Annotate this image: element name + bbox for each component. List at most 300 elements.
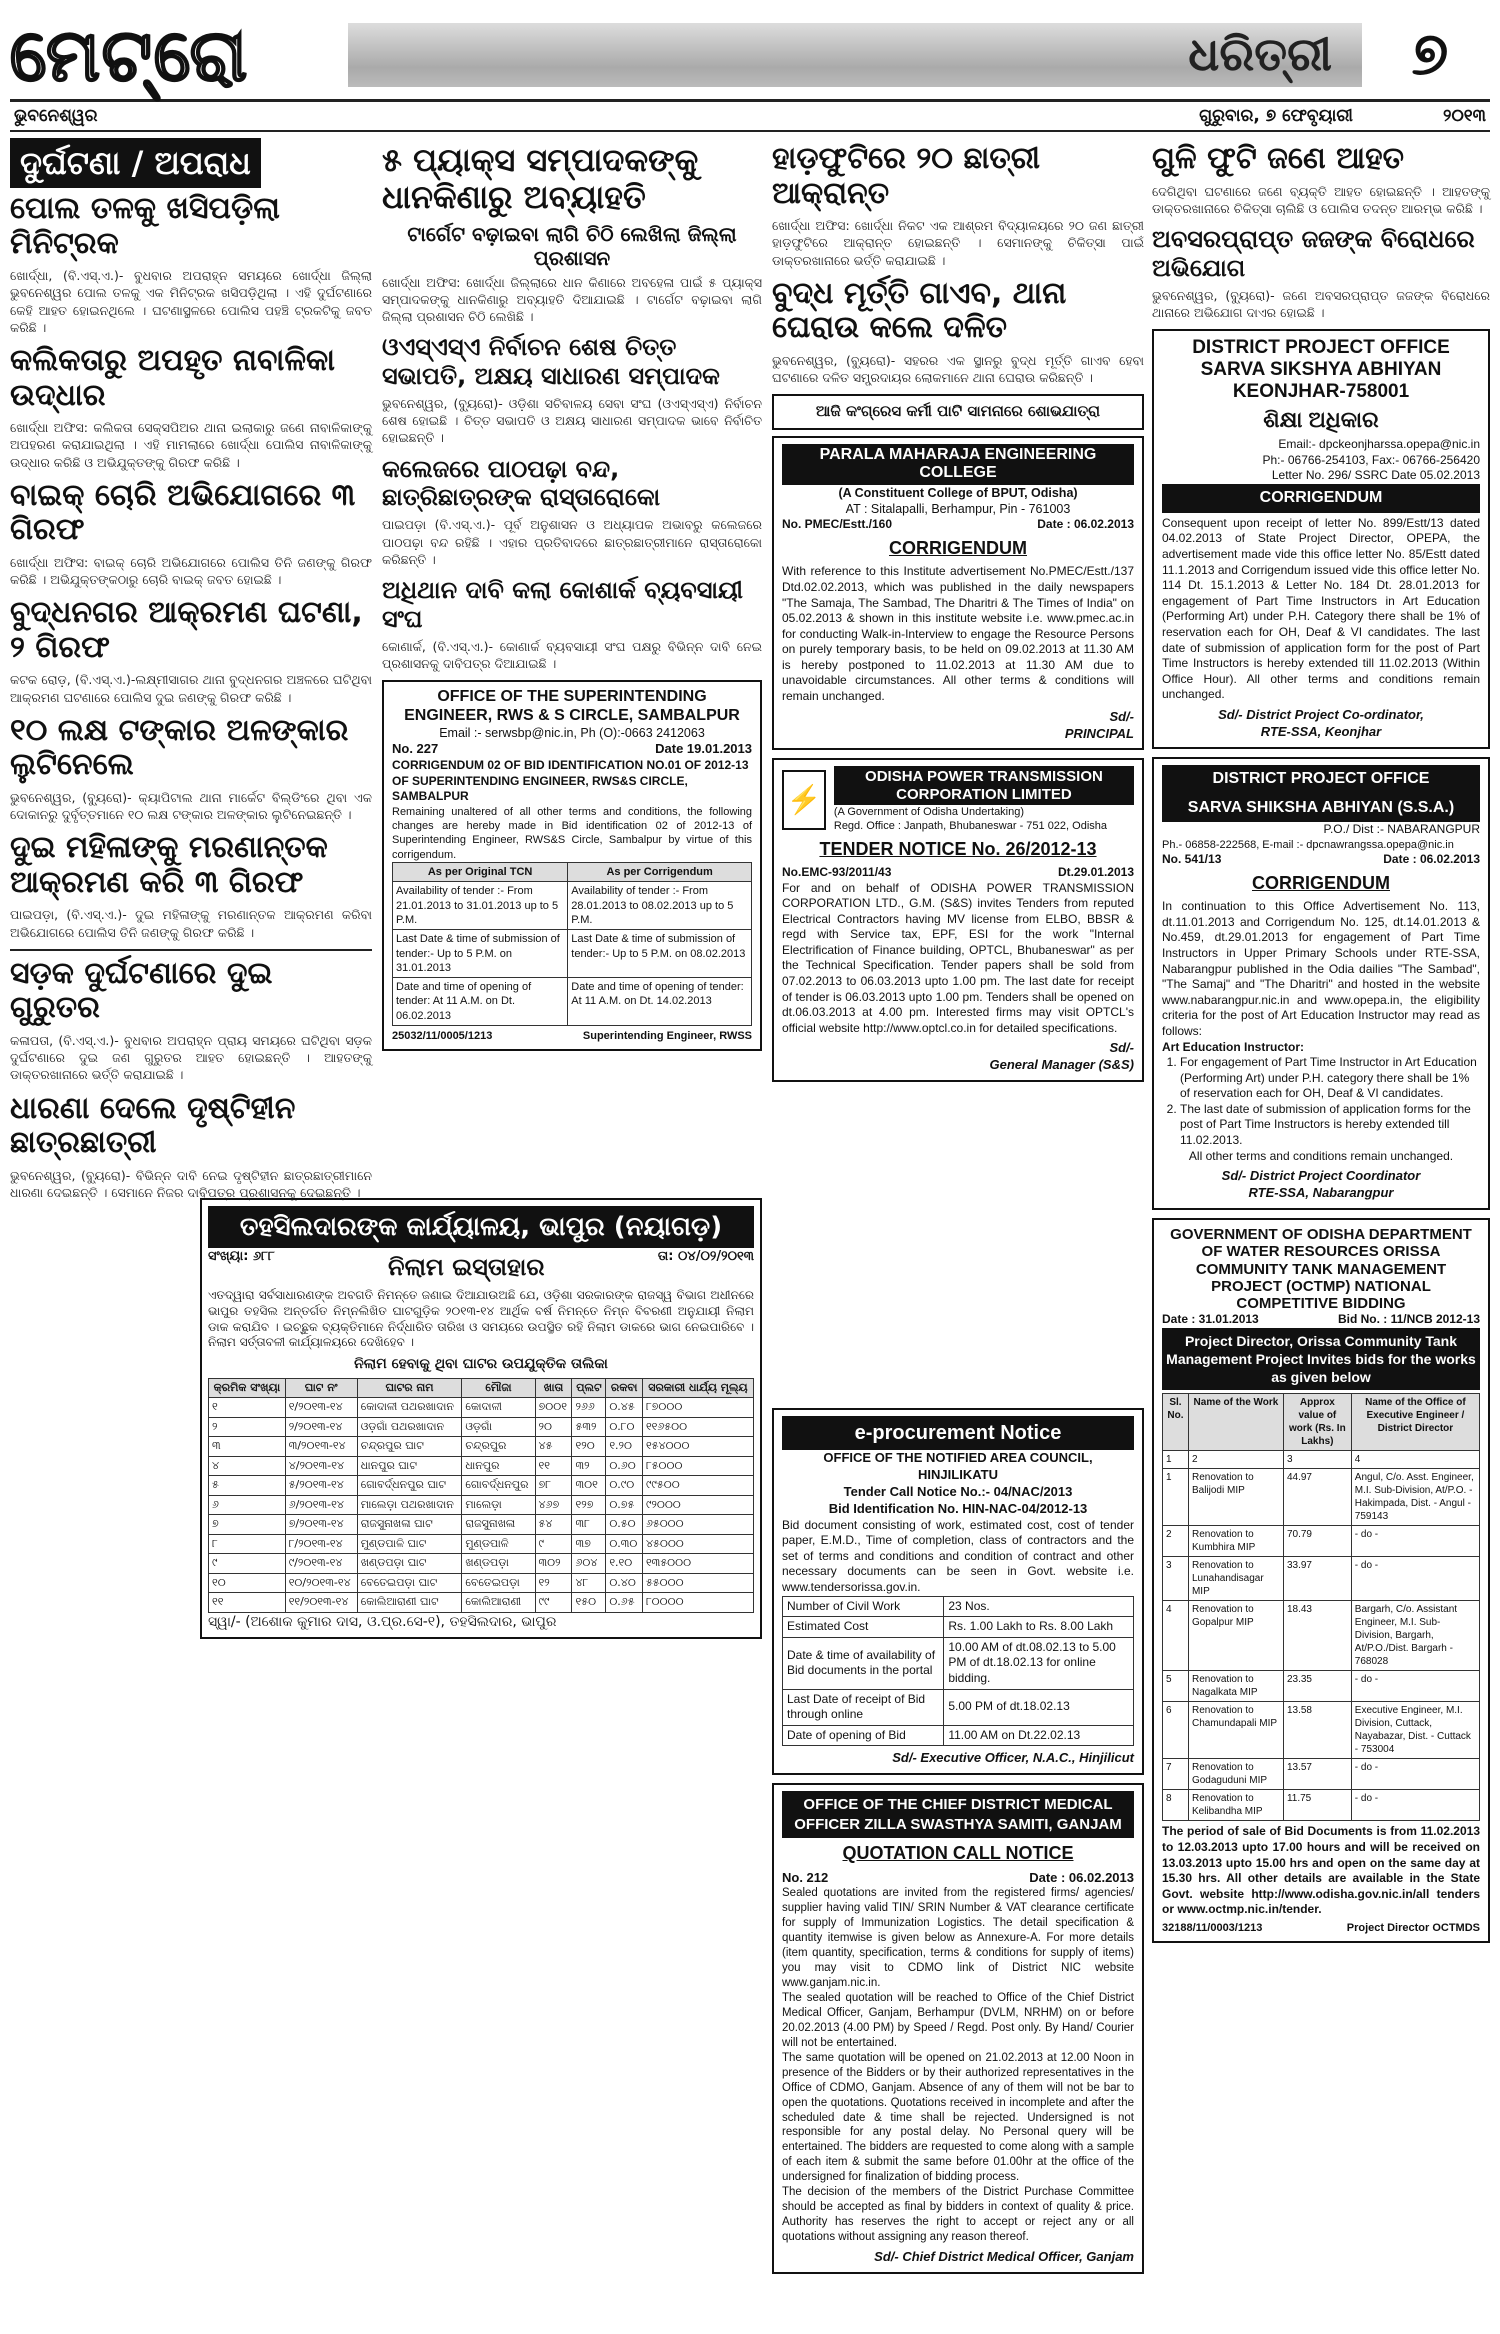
table-cell: ୮୫୦୦୦: [642, 1456, 753, 1476]
table-cell: ୮୭୦୦୦: [642, 1398, 753, 1418]
ad-date: Date : 06.02.2013: [1029, 1869, 1134, 1885]
table-cell: ୭୮: [535, 1476, 572, 1496]
table-cell: କୋଦାଳୀ ପଥରଖାଦାନ: [357, 1398, 462, 1418]
ad-body: Sealed quotations are invited from the registered firms/ agencies/ supplier having valid TIN/ SRIN Number & VAT clearance certificate for supply of Immunization Logistics. The detail specification & quantity itemwise is given below as Annexure-A. For more details (item quantity, specification, terms & conditions for supply of items) you may visit to CDMO link of District NIC website www.ganjam.nic.in.: [782, 1887, 1134, 1990]
story-body: କୋଣାର୍କ, (ବି.ଏସ୍.ଏ.)- କୋଣାର୍କ ବ୍ୟବସାୟୀ ସଂଘ ପକ୍ଷରୁ ବିଭିନ୍ନ ଦାବି ନେଇ ପ୍ରଶାସନକୁ ଦାବିପତ୍ର ଦିଆଯାଇଛି ।: [382, 638, 762, 671]
table-cell: ଧାନପୁର ଘାଟ: [357, 1456, 462, 1476]
table-header: ସରକାରୀ ଧାର୍ଯ୍ୟ ମୂଲ୍ୟ: [642, 1378, 753, 1398]
corrigendum-table: [392, 862, 752, 1026]
nilam-date: ତା: ୦୪/୦୨/୨୦୧୩: [657, 1249, 754, 1265]
table-cell: ଧାନପୁର: [462, 1456, 535, 1476]
table-cell: ୪୮: [572, 1573, 606, 1593]
ad-signature: Sd/- Chief District Medical Officer, Ganjam: [874, 2248, 1134, 2264]
table-cell: Bargarh, C/o. Assistant Engineer, M.I. Sub-Division, Bargarh, At/P.O./Dist. Bargarh - 768028: [1351, 1601, 1479, 1671]
table-cell: - do -: [1351, 1671, 1479, 1702]
table-cell: କୋଦାଳୀ: [462, 1398, 535, 1418]
table-cell: ୩୭: [572, 1534, 606, 1554]
ad-subheading: Art Education Instructor:: [1162, 1039, 1305, 1054]
table-cell: ମାଲେଡ଼ା ପଥରଖାଦାନ: [357, 1495, 462, 1515]
news-story: [772, 277, 1144, 387]
table-cell: Renovation to Godaguduni MIP: [1188, 1759, 1283, 1790]
ad-email: Email:- dpckeonjharssa.opepa@nic.in: [1278, 437, 1480, 452]
table-cell: Renovation to Chamundapali MIP: [1188, 1702, 1283, 1759]
table-cell: Renovation to Gopalpur MIP: [1188, 1601, 1283, 1671]
ad-letter: Letter No. 296/ SSRC Date 05.02.2013: [1271, 468, 1480, 483]
table-row: [1163, 1469, 1480, 1526]
ad-body: The sealed quotation will be reached to Office of the Chief District Medical Officer, Ganjam, Berhampur (DVLM, NRHM) on or before 20.02.2013 (4.00 PM) by Speed / Regd. Post only. By Hand/ Courier will not be entertained.: [782, 1992, 1134, 2049]
table-header: ଘାଟ ନଂ: [285, 1378, 357, 1398]
masthead-brand: ଧରିତ୍ରୀ: [1188, 27, 1332, 82]
tender-table: [782, 1596, 1134, 1747]
nilam-no: ସଂଖ୍ୟା: ୬୮୮: [208, 1249, 275, 1265]
table-cell: Angul, C/o. Asst. Engineer, M.I. Sub-Division, At/P.O. - Hakimpada, Dist. - Angul - 759143: [1351, 1469, 1479, 1526]
story-body: ଖୋର୍ଦ୍ଧା ଅଫିସ: ଖୋର୍ଦ୍ଧା ନିକଟ ଏକ ଆଶ୍ରମ ବିଦ୍ୟାଳୟରେ ୨୦ ଜଣ ଛାତ୍ରୀ ହାଡ଼ଫୁଟିରେ ଆକ୍ରାନ୍ତ ହୋଇଛନ୍ତି । ସେମାନଙ୍କୁ ଚିକିତ୍ସା ପାଇଁ ଡାକ୍ତରଖାନାରେ ଭର୍ତ୍ତି କରାଯାଇଛି ।: [772, 218, 1144, 268]
table-cell: ୦.୬୦: [606, 1456, 643, 1476]
table-cell: ୧୨୭: [572, 1495, 606, 1515]
story-headline: ପୋଲ ତଳକୁ ଖସିପଡ଼ିଲା ମିନିଟ୍ରକ: [10, 191, 280, 261]
story-headline: ଦୁଇ ମହିଳାଙ୍କୁ ମରଣାନ୍ତକ ଆକ୍ରମଣ କରି ୩ ଗିରଫ: [10, 830, 328, 900]
table-cell: ଖଣ୍ଡପଡ଼ା: [462, 1554, 535, 1574]
ad-no: No.EMC-93/2011/43: [782, 864, 892, 879]
ad-no: No. 212: [782, 1869, 829, 1885]
ad-list: [1162, 1055, 1480, 1149]
table-cell: 44.97: [1283, 1469, 1351, 1526]
table-cell: Last Date & time of submission of tender:- Up to 5 P.M. on 08.02.2013: [568, 930, 752, 978]
table-cell: Rs. 1.00 Lakh to Rs. 8.00 Lakh: [944, 1617, 1134, 1638]
table-cell: ୩୮: [572, 1515, 606, 1535]
nilam-signature: ସ୍ୱା/- (ଅଶୋକ କୁମାର ଦାସ, ଓ.ପ୍ର.ସେ-୧), ତହସିଲଦାର, ଭାପୁର: [208, 1613, 557, 1630]
story-headline: ବୁଦ୍ଧ ମୂର୍ତ୍ତି ଗାଏବ, ଥାନା ଘେରାଉ କଲେ ଦଳିତ: [772, 275, 1067, 346]
table-cell: ୧୨୦: [572, 1437, 606, 1457]
nilam-office: ତହସିଲଦାରଙ୍କ କାର୍ଯ୍ୟାଳୟ, ଭାପୁର (ନୟାଗଡ଼): [208, 1206, 754, 1248]
table-cell: ୯୯୫୦୦: [642, 1476, 753, 1496]
ad-title: DISTRICT PROJECT OFFICE: [1162, 765, 1480, 794]
table-cell: ରାଜସୁନାଖଳା ଘାଟ: [357, 1515, 462, 1535]
list-item: 1. For engagement of Part Time Instructor in Art Education (Performing Art) under P.H. category there shall be 1% of reservation each for OH, Deaf & VI candidates.: [1180, 1055, 1480, 1102]
table-cell: 11.75: [1283, 1790, 1351, 1821]
ad-body: In continuation to this Office Advertisement No. 113, dt.11.01.2013 and Corrigendum No. 125, dt.14.01.2013 & No.459, dt.29.01.2013 for engagement of Part Time Instructors in Upper Primary Schools under RTE-SSA, Nabarangpur published in the Odia dailies "The Sambad", "The Samaj" and "The Dharitri" and hosted in the website www.nabarangpur.nic.in and www.opepa.in, the eligibility criteria for the post of Art Education Instructor may read as follows:: [1162, 899, 1480, 1038]
table-cell: ୩୦୨: [535, 1554, 572, 1574]
table-cell: 5: [1163, 1671, 1189, 1702]
table-cell: ବେତେଇପଡ଼ା: [462, 1573, 535, 1593]
news-story: [382, 333, 762, 446]
story-body: ଖୋର୍ଦ୍ଧା ଅଫିସ: ଖୋର୍ଦ୍ଧା ଜିଲ୍ଲାରେ ଧାନ କିଣାରେ ଅବହେଳା ପାଇଁ ୫ ପ୍ୟାକ୍ସ ସମ୍ପାଦକଙ୍କୁ ଧାନକିଣାରୁ ଅବ୍ୟାହତି ଦିଆଯାଇଛି । ଟାର୍ଗେଟ ବଢ଼ାଇବା ଲାଗି ଜିଲ୍ଲା ପ୍ରଶାସନ ଚିଠି ଲେଖିଛି ।: [382, 274, 762, 325]
table-header: କ୍ରମିକ ସଂଖ୍ୟା: [209, 1378, 286, 1398]
table-cell: ୦.୭୫: [606, 1495, 643, 1515]
story-headline: ହାଡ଼ଫୁଟିରେ ୨୦ ଛାତ୍ରୀ ଆକ୍ରାନ୍ତ: [772, 141, 1040, 211]
news-story: [10, 344, 372, 471]
table-cell: କୋଲିଆରାଣୀ: [462, 1593, 535, 1613]
sig-line: RTE-SSA, Nabarangpur: [1248, 1185, 1394, 1201]
table-cell: Last Date & time of submission of tender:- Up to 5 P.M. on 31.01.2013: [393, 930, 568, 978]
ad-ref: 25032/11/0005/1213: [392, 1029, 493, 1042]
masthead: [10, 10, 1490, 102]
table-cell: ୯: [535, 1534, 572, 1554]
table-cell: ୧୫୦: [572, 1593, 606, 1613]
story-headline: ଅବସରପ୍ରାପ୍ତ ଜଜଙ୍କ ବିରୋଧରେ ଅଭିଯୋଗ: [1152, 225, 1475, 282]
story-body: ପାଇପଡ଼ା, (ବି.ଏସ୍.ଏ.)- ଦୁଇ ମହିଳାଙ୍କୁ ମରଣାନ୍ତକ ଆକ୍ରମଣ କରିବା ଅଭିଯୋଗରେ ପୋଲିସ ତିନି ଜଣଙ୍କୁ ଗିରଫ କରିଛି ।: [10, 907, 372, 940]
ad-title: SARVA SHIKSHA ABHIYAN (S.S.A.): [1162, 794, 1480, 823]
table-cell: ୪/୨୦୧୩-୧୪: [285, 1456, 357, 1476]
table-cell: 3: [1163, 1557, 1189, 1601]
table-cell: 2: [1163, 1526, 1189, 1557]
table-cell: ୧.୨୦: [606, 1437, 643, 1457]
ad-title: KEONJHAR-758001: [1232, 380, 1410, 402]
table-row: [209, 1534, 754, 1554]
ad-ref: 32188/11/0003/1213: [1162, 1922, 1263, 1935]
ad-caption: CORRIGENDUM: [889, 537, 1027, 558]
lead-story: [382, 142, 762, 325]
nilam-body: ଏତଦ୍ୱାରା ସର୍ବସାଧାରଣଙ୍କ ଅବଗତି ନିମନ୍ତେ ଜଣାଇ ଦିଆଯାଉଅଛି ଯେ, ଓଡ଼ିଶା ସରକାରଙ୍କ ରାଜସ୍ୱ ବିଭାଗ ଅଧୀନରେ ଭାପୁର ତହସିଲ ଅନ୍ତର୍ଗତ ନିମ୍ନଲିଖିତ ଘାଟଗୁଡ଼ିକ ୨୦୧୩-୧୪ ଆର୍ଥିକ ବର୍ଷ ନିମନ୍ତେ ନିମ୍ନ ବିବରଣୀ ଅନୁଯାୟୀ ନିଲାମ ଡାକ କରାଯିବ । ଇଚ୍ଛୁକ ବ୍ୟକ୍ତିମାନେ ନିର୍ଦ୍ଧାରିତ ତାରିଖ ଓ ସମୟରେ ଉପସ୍ଥିତ ରହି ନିଲାମ ଡାକରେ ଭାଗ ନେଇପାରିବେ । ନିଲାମ ସର୍ତ୍ତାବଳୀ କାର୍ଯ୍ୟାଳୟରେ ଦେଖିହେବ ।: [208, 1287, 754, 1350]
ad-call-no: Tender Call Notice No.:- 04/NAC/2013: [843, 1483, 1073, 1499]
ad-body: The decision of the members of the District Purchase Committee should be accepted as final by bidders in context of quality & price. Authority has reserves the right to accept or reject any or all quotations without assigning any reason thereof.: [782, 2186, 1134, 2244]
table-cell: ୦.୩୦: [606, 1534, 643, 1554]
dateline-city: ଭୁବନେଶ୍ୱର: [14, 106, 98, 126]
column-3: [772, 138, 1144, 1090]
table-cell: Executive Engineer, M.I. Division, Cuttack, Nayabazar, Dist. - Cuttack - 753004: [1351, 1702, 1479, 1759]
table-header: Sl. No.: [1163, 1394, 1189, 1451]
news-story: [382, 576, 762, 672]
story-headline: କଲେଜରେ ପାଠପଢ଼ା ବନ୍ଦ, ଛାତ୍ରିଛାତ୍ରଙ୍କ ରାସ୍ତାରୋକୋ: [382, 454, 661, 512]
table-cell: Date and time of opening of tender: At 11 A.M. on Dt. 14.02.2013: [568, 978, 752, 1026]
news-story: [382, 455, 762, 568]
table-cell: - do -: [1351, 1557, 1479, 1601]
table-cell: ଚନ୍ଦ୍ରପୁର: [462, 1437, 535, 1457]
ad-nabarangpur-corrigendum: [1152, 757, 1490, 1210]
table-cell: Renovation to Lunahandisagar MIP: [1188, 1557, 1283, 1601]
table-row: [209, 1593, 754, 1613]
story-headline: ଗୁଳି ଫୁଟି ଜଣେ ଆହତ: [1152, 141, 1404, 176]
ad-date: Date : 06.02.2013: [1037, 517, 1134, 532]
ad-date: Date 19.01.2013: [655, 741, 752, 757]
column-3-lower: [772, 1408, 1144, 2282]
ad-subtitle: (A Constituent College of BPUT, Odisha): [838, 485, 1078, 500]
table-cell: ଗୋବର୍ଦ୍ଧନପୁର: [462, 1476, 535, 1496]
table-cell: 5.00 PM of dt.18.02.13: [944, 1689, 1134, 1725]
ad-body: Remaining unaltered of all other terms and conditions, the following changes are hereby made in Bid identification 02 of 2012-13 of Superintending Engineer, RWS&S Circle, Sambalpur by virtue of this corrigendum.: [392, 805, 752, 861]
masthead-title: ମେଟ୍ରୋ: [10, 11, 250, 97]
news-story: [10, 714, 372, 824]
news-story: [10, 831, 372, 941]
table-cell: ୧୨: [535, 1573, 572, 1593]
table-cell: Date & time of availability of Bid documents in the portal: [783, 1637, 944, 1689]
table-row: [1163, 1759, 1480, 1790]
dateline-date: ଗୁରୁବାର, ୭ ଫେବୃୟାରୀ: [1199, 106, 1353, 126]
table-cell: ମାଲେଡ଼ା: [462, 1495, 535, 1515]
ad-title: ODISHA POWER TRANSMISSION CORPORATION LIMITED: [834, 766, 1134, 805]
table-cell: ୩: [209, 1437, 286, 1457]
ad-body: The period of sale of Bid Documents is from 11.02.2013 to 12.03.2013 upto 17.00 hours and will be received on 13.03.2013 upto 15.00 hrs and open on the same day at 15.30 hrs. All other details are available in the State Govt. website http://www.odisha.gov.nic.in/all tenders or www.octmp.nic.in/tender.: [1162, 1824, 1480, 1917]
ad-nilam: [200, 1198, 762, 1639]
sig-line: Sd/- District Project Coordinator: [1221, 1168, 1421, 1184]
table-cell: ୮: [209, 1534, 286, 1554]
list-item: 2. The last date of submission of application forms for the post of Part Time Instructors is hereby extended till 11.02.2013.: [1180, 1102, 1480, 1149]
ad-band: e-procurement Notice: [782, 1416, 1134, 1450]
table-cell: ୬୫୦୦୦: [642, 1515, 753, 1535]
table-cell: ୦.୫୦: [606, 1515, 643, 1535]
table-cell: ୨/୨୦୧୩-୧୪: [285, 1417, 357, 1437]
sig-line: PRINCIPAL: [1064, 725, 1134, 741]
story-body: ଭୁବନେଶ୍ୱର, (ବ୍ୟୁରୋ)- କ୍ୟାପିଟାଲ ଥାନା ମାର୍କେଟ ବିଲ୍ଡିଂରେ ଥିବା ଏକ ଦୋକାନରୁ ଦୁର୍ବୃତ୍ତମାନେ ୧୦ ଲକ୍ଷ ଟଙ୍କାର ଅଳଙ୍କାର ଲୁଟିନେଇଛନ୍ତି ।: [10, 789, 372, 823]
dateline: [10, 102, 1490, 132]
story-headline: କଲିକତାରୁ ଅପହୃତ ନାବାଳିକା ଉଦ୍ଧାର: [10, 343, 335, 413]
table-row: [209, 1437, 754, 1457]
table-cell: ୦.୯୦: [606, 1476, 643, 1496]
table-cell: ୬/୨୦୧୩-୧୪: [285, 1495, 357, 1515]
table-cell: ୫୫୦୦୦: [642, 1573, 753, 1593]
table-cell: Last Date of receipt of Bid through online: [783, 1689, 944, 1725]
ad-address: AT : Sitalapalli, Berhampur, Pin - 761003: [845, 502, 1071, 517]
ad-signature: [1162, 707, 1480, 741]
story-body: ଖୋର୍ଦ୍ଧା ଅଫିସ: ବାଇକ୍ ଚୋରି ଅଭିଯୋଗରେ ପୋଲିସ ତିନି ଜଣଙ୍କୁ ଗିରଫ କରିଛି । ଅଭିଯୁକ୍ତଙ୍କଠାରୁ ଚୋରି ବାଇକ୍ ଜବତ ହୋଇଛି ।: [10, 554, 372, 588]
table-header: As per Corrigendum: [568, 863, 752, 882]
table-cell: 23.35: [1283, 1671, 1351, 1702]
ad-signature: [782, 1040, 1134, 1074]
ad-caption: CORRIGENDUM: [1252, 872, 1390, 893]
ad-title: GOVERNMENT OF ODISHA DEPARTMENT OF WATER RESOURCES ORISSA COMMUNITY TANK MANAGEMENT PROJECT (OCTMP) NATIONAL COMPETITIVE BIDDING: [1170, 1226, 1472, 1313]
table-row: [1163, 1526, 1480, 1557]
ad-signature: [782, 709, 1134, 743]
table-header: Name of the Office of Executive Engineer / District Director: [1351, 1394, 1479, 1451]
table-cell: ୩/୨୦୧୩-୧୪: [285, 1437, 357, 1457]
table-cell: ୫/୨୦୧୩-୧୪: [285, 1476, 357, 1496]
table-cell: ୯: [209, 1554, 286, 1574]
table-cell: ୫: [209, 1476, 286, 1496]
ad-octmp-ncb: [1152, 1218, 1490, 1943]
table-cell: Date and time of opening of tender: At 11 A.M. on Dt. 06.02.2013: [393, 978, 568, 1026]
story-body: ଭୁବନେଶ୍ୱର, (ବ୍ୟୁରୋ)- ସହରର ଏକ ସ୍ଥାନରୁ ବୁଦ୍ଧ ମୂର୍ତ୍ତି ଗାଏବ ହେବା ଘଟଣାରେ ଦଳିତ ସମ୍ପ୍ରଦାୟର ଲୋକମାନେ ଥାନା ଘେରାଉ କରିଛନ୍ତି ।: [772, 352, 1144, 385]
ad-date: Date : 31.01.2013: [1162, 1312, 1259, 1327]
table-header: ଖାତା: [535, 1378, 572, 1398]
table-cell: ୦.୪୦: [606, 1573, 643, 1593]
table-cell: ୨: [209, 1417, 286, 1437]
table-header: ରକବା: [606, 1378, 643, 1398]
table-cell: 1: [1163, 1469, 1189, 1526]
sig-line: Sd/-: [1109, 708, 1134, 724]
ad-title: OFFICE OF THE SUPERINTENDING ENGINEER, RWS & S CIRCLE, SAMBALPUR: [404, 688, 740, 724]
works-table: [1162, 1393, 1480, 1821]
ad-title: OFFICE OF THE NOTIFIED AREA COUNCIL, HINJILIKATU: [823, 1450, 1093, 1482]
ad-title: OFFICE OF THE CHIEF DISTRICT MEDICAL OFFICER ZILLA SWASTHYA SAMITI, GANJAM: [782, 1791, 1134, 1838]
table-cell: Number of Civil Work: [783, 1596, 944, 1617]
table-cell: Availability of tender :- From 28.01.2013 to 08.02.2013 up to 5 P.M.: [568, 882, 752, 930]
table-cell: 3: [1283, 1451, 1351, 1469]
story-headline: ଧାରଣା ଦେଲେ ଦୃଷ୍ଟିହୀନ ଛାତ୍ରଛାତ୍ରୀ: [10, 1090, 296, 1161]
ad-no: No. 227: [392, 741, 439, 757]
story-headline: ସଡ଼କ ଦୁର୍ଘଟଣାରେ ଦୁଇ ଗୁରୁତର: [10, 955, 273, 1026]
table-cell: Renovation to Kumbhira MIP: [1188, 1526, 1283, 1557]
table-cell: 23 Nos.: [944, 1596, 1134, 1617]
ad-date: Date : 06.02.2013: [1383, 852, 1480, 867]
news-story: [10, 596, 372, 706]
table-cell: Estimated Cost: [783, 1617, 944, 1638]
table-cell: ରାଜସୁନାଖଳା: [462, 1515, 535, 1535]
table-row: [1163, 1671, 1480, 1702]
ad-caption: QUOTATION CALL NOTICE: [842, 1843, 1074, 1864]
optcl-logo-icon: ⚡: [782, 770, 826, 830]
table-row: [783, 1637, 1134, 1689]
table-cell: ୭/୨୦୧୩-୧୪: [285, 1515, 357, 1535]
table-header: As per Original TCN: [393, 863, 568, 882]
table-cell: ୦.୮୦: [606, 1417, 643, 1437]
table-cell: - do -: [1351, 1759, 1479, 1790]
table-cell: 13.57: [1283, 1759, 1351, 1790]
story-headline: ବାଇକ୍ ଚୋରି ଅଭିଯୋଗରେ ୩ ଗିରଫ: [10, 477, 356, 548]
table-row: [209, 1495, 754, 1515]
table-cell: ୦.୬୫: [606, 1593, 643, 1613]
story-body: ଖୋର୍ଦ୍ଧା ଅଫିସ: କଲିକତା ସେକ୍ସପିଅର ଥାନା ଇଲାକାରୁ ଜଣେ ନାବାଳିକାଙ୍କୁ ଅପହରଣ କରାଯାଇଥିଲା । ଏହି ମାମଲାରେ ଖୋର୍ଦ୍ଧା ପୋଲିସ ନାବାଳିକାଙ୍କୁ ଉଦ୍ଧାର କରିଛି ଓ ଅଭିଯୁକ୍ତଙ୍କୁ ଗିରଫ କରିଛି ।: [10, 420, 372, 470]
table-cell: ୫୩୨: [572, 1417, 606, 1437]
table-cell: 70.79: [1283, 1526, 1351, 1557]
table-cell: ୭: [209, 1515, 286, 1535]
table-cell: ୪୫୦୦୦: [642, 1534, 753, 1554]
column-4: [1152, 138, 1490, 1951]
ssa-logo-text: ଶିକ୍ଷା ଅଧିକାର: [1263, 406, 1379, 432]
nilam-table-caption: ନିଲାମ ହେବାକୁ ଥିବା ଘାଟର ଉପଯୁକ୍ତିକ ତାଲିକା: [354, 1356, 608, 1373]
table-cell: 11.00 AM on Dt.22.02.13: [944, 1725, 1134, 1746]
story-headline: ବୁଦ୍ଧନଗର ଆକ୍ରମଣ ଘଟଣା, ୨ ଗିରଫ: [10, 595, 363, 665]
sig-line: OCTMDS: [1432, 1922, 1480, 1935]
table-cell: 7: [1163, 1759, 1189, 1790]
table-cell: ୪୬୭: [535, 1495, 572, 1515]
ad-rws-corrigendum: [382, 680, 762, 1051]
table-cell: ୧୧/୨୦୧୩-୧୪: [285, 1593, 357, 1613]
table-cell: ୯୯: [535, 1593, 572, 1613]
table-cell: 2: [1188, 1451, 1283, 1469]
table-cell: 33.97: [1283, 1557, 1351, 1601]
story-body: କଳାପତା, (ବି.ଏସ୍.ଏ.)- ବୁଧବାର ଅପରାହ୍ନ ପ୍ରାୟ ସମୟରେ ଘଟିଥିବା ସଡ଼କ ଦୁର୍ଘଟଣାରେ ଦୁଇ ଜଣ ଗୁରୁତର ଆହତ ହୋଇଛନ୍ତି । ଆହତଙ୍କୁ ଡାକ୍ତରଖାନାରେ ଭର୍ତ୍ତି କରାଯାଇଛି ।: [10, 1032, 372, 1083]
table-cell: ୧୧: [209, 1593, 286, 1613]
table-cell: 13.58: [1283, 1702, 1351, 1759]
ad-caption: TENDER NOTICE No. 26/2012-13: [819, 838, 1097, 859]
table-cell: 4: [1351, 1451, 1479, 1469]
story-body: ପାଇପଡ଼ା (ବି.ଏସ୍.ଏ.)- ପୂର୍ବ ଅନୁଶାସନ ଓ ଅଧ୍ୟାପକ ଅଭାବରୁ କଲେଜରେ ପାଠପଢ଼ା ବନ୍ଦ ରହିଛି । ଏହାର ପ୍ରତିବାଦରେ ଛାତ୍ରଛାତ୍ରୀମାନେ ରାସ୍ତାରୋକୋ କରିଛନ୍ତି ।: [382, 517, 762, 567]
page-number: ୭: [1411, 18, 1449, 89]
table-cell: ୪: [209, 1456, 286, 1476]
table-cell: ୫୪: [535, 1515, 572, 1535]
table-cell: ୯୨୦୦୦: [642, 1495, 753, 1515]
ad-bid-no: Bid No. : 11/NCB 2012-13: [1337, 1312, 1480, 1327]
table-cell: ୭୦୦୧: [535, 1398, 572, 1418]
ad-tail: All other terms and conditions remain unchanged.: [1188, 1148, 1454, 1163]
ad-address: Regd. Office : Janpath, Bhubaneswar - 751 022, Odisha: [833, 820, 1108, 833]
story-headline: ଅଧିଥାନ ଦାବି କଲା କୋଶାର୍କ ବ୍ୟବସାୟୀ ସଂଘ: [382, 576, 743, 633]
ad-pmec-corrigendum: [772, 436, 1144, 750]
table-cell: 4: [1163, 1601, 1189, 1671]
table-cell: କୋଲିଆରାଣୀ ଘାଟ: [357, 1593, 462, 1613]
table-row: [1163, 1702, 1480, 1759]
story-body: ଭୁବନେଶ୍ୱର, (ବ୍ୟୁରୋ)- ଓଡ଼ିଶା ସଚିବାଳୟ ସେବା ସଂଘ (ଓଏସ୍‌ଏସ୍‌ଏ) ନିର୍ବାଚନ ଶେଷ ହୋଇଛି । ଚିତ୍ତ ସଭାପତି ଓ ଅକ୍ଷୟ ସାଧାରଣ ସମ୍ପାଦକ ଭାବେ ନିର୍ବାଚିତ ହୋଇଛନ୍ତି ।: [382, 395, 762, 446]
ad-body: Bid document consisting of work, estimated cost, cost of tender paper, E.M.D., Time of completion, class of contractors and the set of terms and conditions and condition of contract and other necessary documents can be seen in Govt. website i.e. www.tendersorissa.gov.in.: [782, 1517, 1134, 1594]
story-body: କଟକ ରୋଡ଼, (ବି.ଏସ୍.ଏ.)-ଲକ୍ଷ୍ମୀସାଗର ଥାନା ବୁଦ୍ଧନଗର ଅଞ୍ଚଳରେ ଘଟିଥିବା ଆକ୍ରମଣ ଘଟଣାରେ ପୋଲିସ ଦୁଇ ଜଣଙ୍କୁ ଗିରଫ କରିଛି ।: [10, 672, 372, 705]
table-row: [209, 1417, 754, 1437]
table-cell: Renovation to Kelibandha MIP: [1188, 1790, 1283, 1821]
table-cell: ୧: [209, 1398, 286, 1418]
table-row: [209, 1573, 754, 1593]
sig-line: Sd/- District Project Co-ordinator,: [1218, 706, 1424, 722]
ad-band: CORRIGENDUM: [1162, 484, 1480, 513]
table-header: ଘାଟର ନାମ: [357, 1378, 462, 1398]
table-cell: ୨୦: [535, 1417, 572, 1437]
table-row: [209, 1515, 754, 1535]
ad-phone: Ph.- 06858-222568, E-mail :- dpcnawrangssa.opepa@nic.in: [1162, 838, 1454, 851]
table-cell: ୮/୨୦୧୩-୧୪: [285, 1534, 357, 1554]
table-cell: ୩୨: [572, 1456, 606, 1476]
ad-title: DISTRICT PROJECT OFFICE: [1192, 337, 1450, 359]
section-banner: ଦୁର୍ଘଟଣା / ଅପରାଧ: [10, 138, 261, 188]
news-story: [1152, 142, 1490, 217]
ad-no: No. 541/13: [1162, 852, 1222, 867]
news-story: [10, 1092, 372, 1202]
ad-optcl-tender: [772, 758, 1144, 1082]
ad-body: With reference to this Institute advertisement No.PMEC/Estt./137 Dtd.02.02.2013, which was published in the daily newspapers "The Samaja, The Sambad, The Dharitri & The Times of India" on 05.02.2013 & shown in this institute website i.e. www.pmec.ac.in for conducting Walk-in-Interview to engage the Resource Persons on purely temporary basis, to be held on 09.02.2013 at 11.30 AM is hereby postponed to 11.02.2013 at 11.30 AM due to unavoidable circumstances. All other terms & conditions will remain unchanged.: [782, 564, 1134, 704]
lead-headline: ୫ ପ୍ୟାକ୍ସ ସମ୍ପାଦକଙ୍କୁ ଧାନକିଣାରୁ ଅବ୍ୟାହତି: [382, 141, 699, 216]
dateline-year: ୨୦୧୩: [1443, 106, 1486, 126]
table-cell: ୧.୧୦: [606, 1554, 643, 1574]
story-headline: ୧୦ ଲକ୍ଷ ଟଙ୍କାର ଅଳଙ୍କାର ଲୁଟିନେଲେ: [10, 712, 349, 783]
ad-caption: CORRIGENDUM 02 OF BID IDENTIFICATION NO.01 OF 2012-13 OF SUPERINTENDING ENGINEER, RWS&S CIRCLE, SAMBALPUR: [392, 758, 749, 804]
table-row: [1163, 1557, 1480, 1601]
ad-body: For and on behalf of ODISHA POWER TRANSMISSION CORPORATION LTD., G.M. (S&S) invites Tenders from reputed Electrical Contractors having MV license from ELBO, BBSR & regd with Service tax, EPF, ESI for the work "Internal Electrification of Finance building, OPTCL, Bhubaneswar" as per the Technical Specification. Tender papers shall be sold from 07.02.2013 to 06.03.2013 upto 1.00 pm. The last date for receipt of tender is 06.03.2013 upto 1.00 pm. Tenders shall be opened on dt.06.03.2013 at 4.00 pm. Interested firms may visit OPTCL's official website http://www.optcl.co.in for detailed specifications.: [782, 880, 1134, 1035]
ad-phone: Ph:- 06766-254103, Fax:- 06766-256420: [1262, 452, 1480, 467]
table-cell: 18.43: [1283, 1601, 1351, 1671]
table-row: [783, 1689, 1134, 1725]
table-cell: 8: [1163, 1790, 1189, 1821]
table-cell: - do -: [1351, 1790, 1479, 1821]
table-cell: 6: [1163, 1702, 1189, 1759]
ad-keonjhar-corrigendum: [1152, 329, 1490, 749]
news-story: [10, 957, 372, 1084]
story-body: ଦେଗିଥିବା ଘଟଣାରେ ଜଣେ ବ୍ୟକ୍ତି ଆହତ ହୋଇଛନ୍ତି । ଆହତଙ୍କୁ ଡାକ୍ତରଖାନାରେ ଚିକିତ୍ସା ଚାଲିଛି ଓ ପୋଲିସ ତଦନ୍ତ ଆରମ୍ଭ କରିଛି ।: [1152, 183, 1490, 216]
table-cell: ୧୦/୨୦୧୩-୧୪: [285, 1573, 357, 1593]
table-header: Approx value of work (Rs. In Lakhs): [1283, 1394, 1351, 1451]
table-cell: ମୁଣ୍ଡପାଳି ଘାଟ: [357, 1534, 462, 1554]
news-story: [1152, 225, 1490, 321]
table-header: ମୌଜା: [462, 1378, 535, 1398]
table-cell: ୯/୨୦୧୩-୧୪: [285, 1554, 357, 1574]
table-header: ପ୍ଲଟ: [572, 1378, 606, 1398]
lead-subheadline: ଟାର୍ଗେଟ ବଢ଼ାଇବା ଲାଗି ଚିଠି ଲେଖିଲା ଜିଲ୍ଲା ପ୍ରଶାସନ: [407, 221, 737, 270]
ad-subtitle: (A Government of Odisha Undertaking): [833, 805, 1025, 818]
table-cell: 10.00 AM of dt.08.02.13 to 5.00 PM of dt.18.02.13 for online bidding.: [944, 1637, 1134, 1689]
table-cell: ୧୩୫୦୦୦: [642, 1554, 753, 1574]
table-row: [783, 1617, 1134, 1638]
ad-title: SARVA SIKSHYA ABHIYAN: [1200, 358, 1442, 380]
notice-line: ଆଜି କଂଗ୍ରେସ କର୍ମୀ ପାଟି ସାମନାରେ ଶୋଭଯାତ୍ରା: [772, 394, 1144, 430]
table-cell: - do -: [1351, 1526, 1479, 1557]
table-row: [1163, 1790, 1480, 1821]
table-cell: ଖଣ୍ଡପଡ଼ା ଘାଟ: [357, 1554, 462, 1574]
table-row: [1163, 1601, 1480, 1671]
ad-cdmo-quotation: [772, 1783, 1144, 2274]
table-cell: ୬: [209, 1495, 286, 1515]
table-cell: ୧୧୬୫୦୦: [642, 1417, 753, 1437]
table-cell: ଓଡ଼ଗାଁ: [462, 1417, 535, 1437]
ad-bid-no: Bid Identification No. HIN-NAC-04/2012-13: [828, 1500, 1088, 1516]
story-body: ଭୁବନେଶ୍ୱର, (ବ୍ୟୁରୋ)- ଜଣେ ଅବସରପ୍ରାପ୍ତ ଜଜଙ୍କ ବିରୋଧରେ ଥାନାରେ ଅଭିଯୋଗ ଦାଏର ହୋଇଛି ।: [1152, 287, 1490, 320]
table-cell: Availability of tender :- From 21.01.2013 to 31.01.2013 up to 5 P.M.: [393, 882, 568, 930]
ad-date: Dt.29.01.2013: [1057, 864, 1134, 879]
ad-no: No. PMEC/Estt./160: [782, 517, 893, 532]
column-1: [10, 138, 372, 1209]
table-row: [209, 1476, 754, 1496]
table-cell: ୧/୨୦୧୩-୧୪: [285, 1398, 357, 1418]
ad-signature: [1162, 1168, 1480, 1202]
ad-hinjili-tender: [772, 1408, 1144, 1775]
ad-band: Project Director, Orissa Community Tank Management Project Invites bids for the works as given below: [1162, 1328, 1480, 1391]
table-cell: ଓଡ଼ଗାଁ ପଥରଖାଦାନ: [357, 1417, 462, 1437]
table-cell: ୪୫: [535, 1437, 572, 1457]
